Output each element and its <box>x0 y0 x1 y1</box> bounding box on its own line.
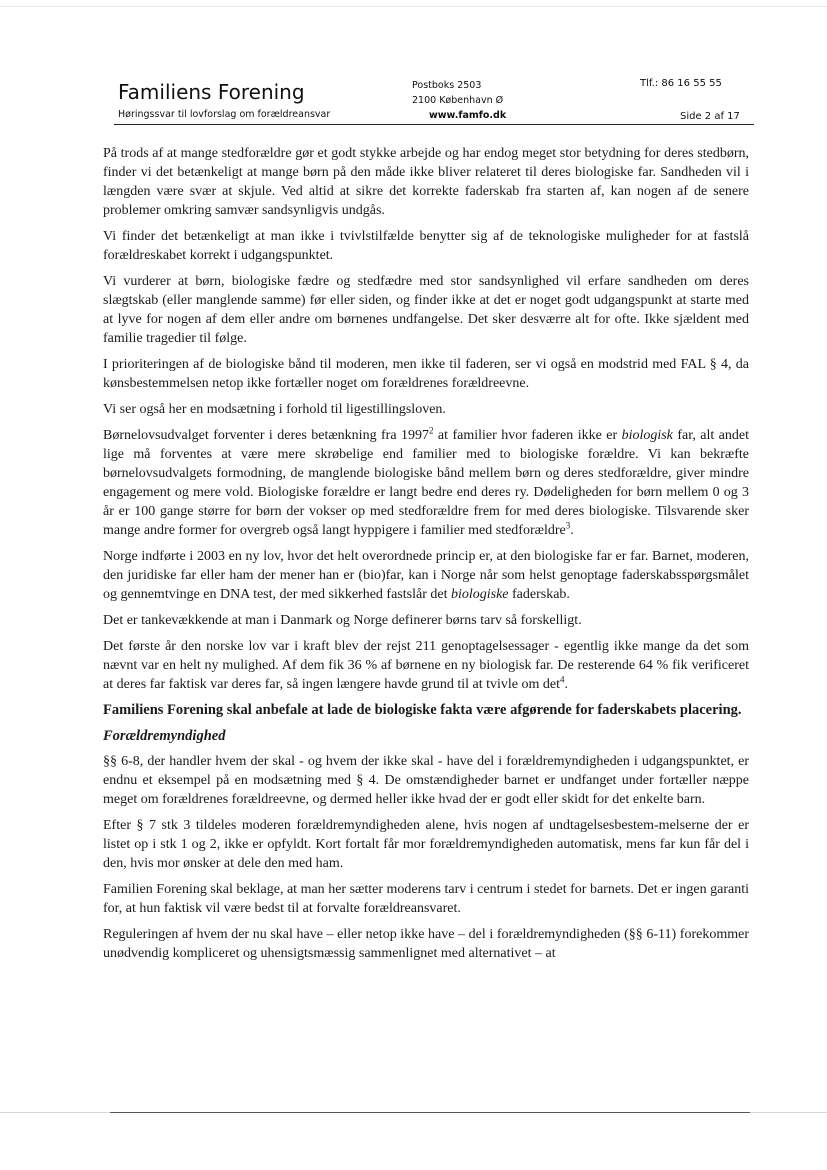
header-divider <box>114 124 754 125</box>
text-run: at familier hvor faderen ikke er <box>433 428 622 443</box>
paragraph: Vi ser også her en modsætning i forhold til ligestillingsloven. <box>103 402 446 417</box>
recommendation-paragraph: Familiens Forening skal anbefale at lade de biologiske fakta være afgørende for faderskabets placering. <box>103 702 742 718</box>
text-run: faderskab. <box>508 587 570 602</box>
text-run: Det første år den norske lov var i kraft blev der rejst 211 genoptagelsessager - egentlig ikke mange da det som nævnt var en helt ny mulighed. Af dem fik 36 % af børnene en ny biologisk far. De resterende 64 % fik verificeret at deres far faktisk var deres far, så ingen længere havde grund til at tvivle om det <box>103 639 749 692</box>
italic-text: biologisk <box>621 428 673 443</box>
footnote-ref: 4 <box>560 674 565 685</box>
text-run: Børnelovsudvalget forventer i deres betænkning fra 1997 <box>103 428 429 443</box>
paragraph: Reguleringen af hvem der nu skal have – eller netop ikke have – del i forældremyndigheden (§§ 6-11) forekommer unødvendig kompliceret og uhensigtsmæssig sammenlignet med alternativet – at <box>103 927 749 961</box>
website-link[interactable]: www.famfo.dk <box>429 110 507 121</box>
document-body <box>103 144 749 970</box>
section-heading: Forældremyndighed <box>103 728 226 744</box>
address-line-1: Postboks 2503 <box>412 80 482 91</box>
paragraph: Det er tankevækkende at man i Danmark og Norge definerer børns tarv så forskelligt. <box>103 613 582 628</box>
paragraph: Familien Forening skal beklage, at man her sætter moderens tarv i centrum i stedet for barnets. Det er ingen garanti for, at hun faktisk vil være bedst til at forvalte forældreansvaret. <box>103 882 749 916</box>
document-subtitle: Høringssvar til lovforslag om forældreansvar <box>118 109 331 120</box>
paragraph: Efter § 7 stk 3 tildeles moderen forældremyndigheden alene, hvis nogen af undtagelsesbestem-melserne der er listet op i stk 1 og 2, ikke er opfyldt. Kort fortalt får mor forældremyndigheden automatisk, mens far kun får del i den, hvis mor ønsker at dele den med ham. <box>103 818 749 871</box>
footer-divider <box>110 1112 750 1113</box>
paragraph: Vi finder det betænkeligt at man ikke i tvivlstilfælde benytter sig af de teknologiske muligheder for at fastslå forældreskabet korrekt i udgangspunktet. <box>103 229 749 263</box>
address-line-2: 2100 København Ø <box>412 95 504 106</box>
paragraph <box>103 547 749 604</box>
paragraph: I prioriteringen af de biologiske bånd til moderen, men ikke til faderen, ser vi også en modstrid med FAL § 4, da kønsbestemmelsen netop ikke fortæller noget om forældrenes forældreevne. <box>103 357 749 391</box>
paragraph: Vi vurderer at børn, biologiske fædre og stedfædre med stor sandsynlighed vil erfare sandheden om deres slægtskab (eller manglende samme) før eller siden, og finder ikke at det er noget godt udgangspunkt at starte med at lyve for nogen af dem eller andre om børnenes undfangelse. Det sker desværre alt for ofte. Ikke sjældent med familie tragedier til følge. <box>103 274 749 346</box>
text-run: . <box>570 523 574 538</box>
text-run: Norge indførte i 2003 en ny lov, hvor det helt overordnede princip er, at den biologiske far er far. Barnet, moderen, den juridiske far eller ham der mener han er (bio)far, kan i Norge når som helst genoptage faderskabsspørgsmålet og gennemtvinge en DNA test, der med sikkerhed fastslår det <box>103 549 749 602</box>
text-run: . <box>564 677 568 692</box>
page-header <box>0 0 827 130</box>
paragraph: På trods af at mange stedforældre gør et godt stykke arbejde og har endog meget stor betydning for deres stedbørn, finder vi det betænkeligt at mange børn på den måde ikke bliver relateret til deres biologiske far. Sandheden vil i længden være svær at skjule. Ved altid at sikre det korrekte faderskab fra starten af, kan nogen af de senere problemer omkring samvær sandsynligvis undgås. <box>103 146 749 218</box>
paragraph: §§ 6-8, der handler hvem der skal - og hvem der ikke skal - have del i forældremyndigheden i udgangspunktet, er endnu et eksempel på en modsætning med § 4. De omstændigheder barnet er undfanget under fortæller næppe meget om forældrenes forældreevne, og dermed heller ikke hvad der er godt eller skidt for det enkelte barn. <box>103 754 749 807</box>
organization-name: Familiens Forening <box>118 80 305 104</box>
paragraph <box>103 426 749 540</box>
page-indicator: Side 2 af 17 <box>680 111 740 122</box>
paragraph <box>103 637 749 694</box>
phone-number: Tlf.: 86 16 55 55 <box>640 78 722 89</box>
footnote-ref: 2 <box>428 425 434 436</box>
postal-address <box>412 78 506 123</box>
text-run: far, alt andet lige må forventes at være mere skrøbelige end familier med to biologiske forældre. Vi kan bekræfte børnelovsudvalgets formodning, de manglende biologiske bånd mellem børn og deres stedforældre, giver mindre engagement og mere vold. Biologiske forældre er langt bedre end deres ry. Dødeligheden for børn mellem 0 og 3 år er 100 gange større for børn der vokser op med stedforældre frem for med deres biologiske. Tilsvarende sker mange andre former for overgreb også langt hyppigere i familier med stedforældre <box>103 428 750 538</box>
italic-text: biologiske <box>450 587 509 602</box>
footnote-ref: 3 <box>565 520 571 531</box>
